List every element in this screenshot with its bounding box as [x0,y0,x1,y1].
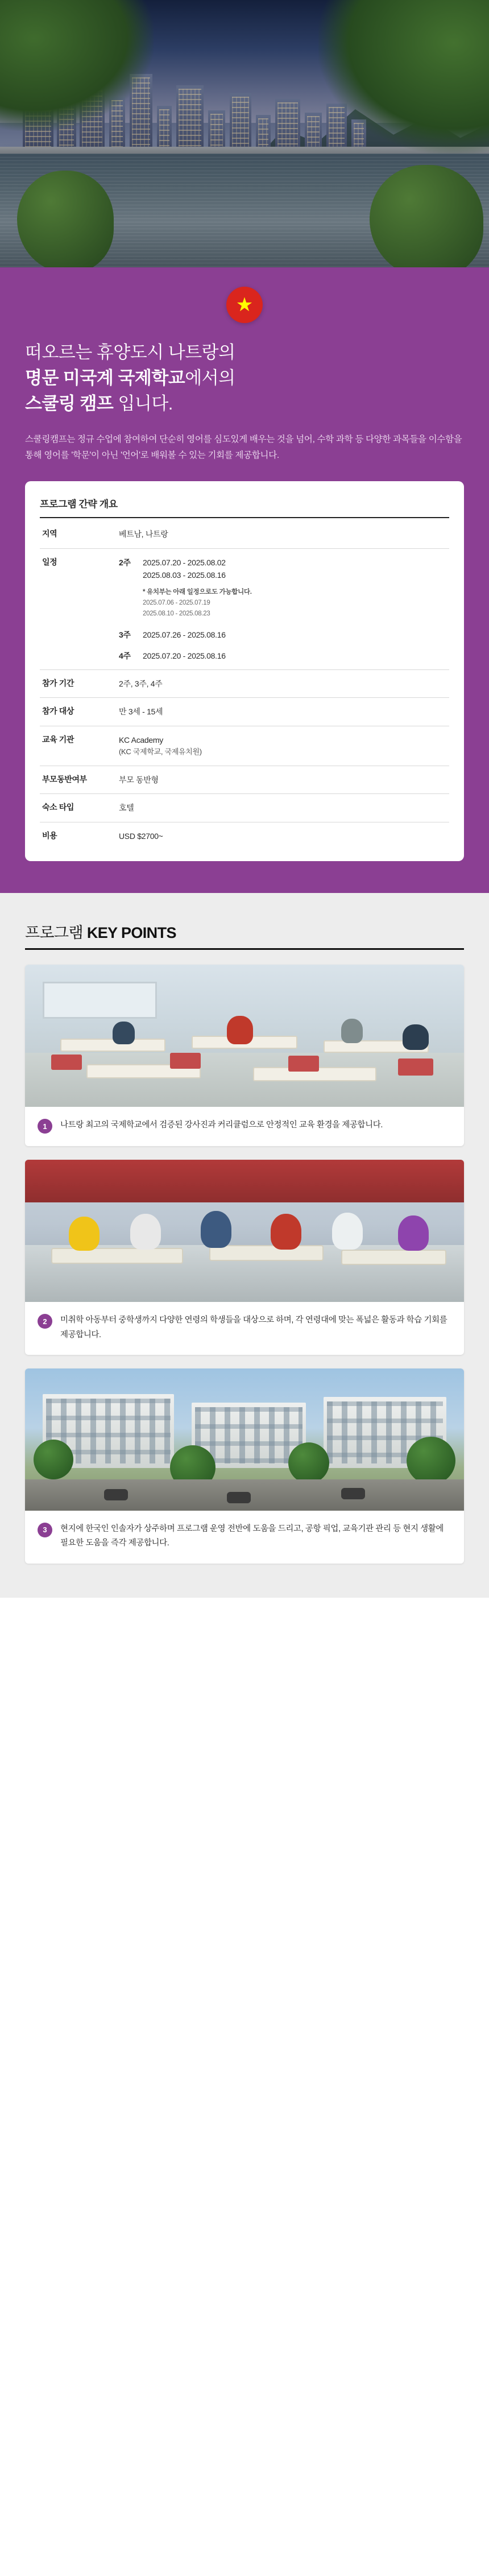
row-value-accommodation: 호텔 [117,794,449,822]
table-row [40,582,449,622]
row-label-cost: 비용 [42,830,57,840]
row-label-parent: 부모동반여부 [40,766,117,793]
table-row [40,822,449,850]
key-point-caption [25,1511,464,1564]
schedule-note [119,584,447,621]
campus-photo-3 [25,1368,464,1511]
row-label-accommodation: 숙소 타입 [40,794,117,822]
table-row [40,622,449,642]
vietnam-flag-icon [226,287,263,323]
hero-foliage-right [318,0,489,154]
key-point-card [25,1160,464,1355]
schedule-note-line: 2025.07.06 - 2025.07.19 [143,599,210,607]
row-value-parent: 부모 동반형 [117,766,449,793]
table-row [40,520,449,548]
hero-photo [0,0,489,267]
schedule-date: 2025.07.20 - 2025.08.16 [143,651,226,660]
title-line-3-bold: 스쿨링 캠프 [25,393,114,414]
card-title: 프로그램 간략 개요 [40,496,449,518]
schedule-dates [143,556,226,582]
table-row [40,670,449,698]
table-row [40,726,449,766]
row-label-institution: 교육 기관 [40,726,117,766]
program-overview-table [40,520,449,850]
title-line-1: 떠오르는 휴양도시 나트랑의 [25,342,235,362]
key-points-title-strong: KEY POINTS [86,924,176,942]
row-value-schedule [117,548,449,582]
classroom-photo-1 [25,965,464,1107]
key-point-caption [25,1107,464,1146]
key-points-section [0,893,489,1598]
key-point-number: 2 [38,1314,52,1329]
title-line-3-rest: 입니다. [113,393,173,414]
title-divider [25,948,464,950]
schedule-entry [119,644,447,662]
row-value-region: 베트남, 나트랑 [117,520,449,548]
hero-tree [17,171,114,267]
table-row [40,643,449,670]
program-overview-card [25,481,464,861]
row-label-spacer [40,582,117,622]
page-title [25,340,464,417]
row-label-spacer [40,643,117,670]
schedule-date: 2025.07.20 - 2025.08.02 [143,557,226,567]
key-point-number: 1 [38,1119,52,1134]
key-points-title-plain: 프로그램 [25,924,87,942]
table-row [40,766,449,793]
key-point-card [25,965,464,1146]
schedule-note-line: 2025.08.10 - 2025.08.23 [143,610,210,618]
schedule-weeks: 3주 [119,630,131,640]
schedule-dates [143,650,226,662]
table-row [40,548,449,582]
classroom-photo-2 [25,1160,464,1302]
key-point-text: 나트랑 최고의 국제학교에서 검증된 강사진과 커리큘럼으로 안정적인 교육 환경을 제공합니다. [60,1120,383,1130]
star-icon: ★ [235,294,254,316]
row-label-age: 참가 대상 [40,698,117,726]
institution-name: KC Academy [119,735,163,745]
schedule-entry [119,556,447,582]
schedule-weeks: 4주 [119,651,131,660]
row-value-cost: USD $2700~ [119,831,163,841]
key-point-text: 미취학 아동부터 중학생까지 다양한 연령의 학생들을 대상으로 하며, 각 연령대에 맞는 폭넓은 활동과 학습 기회를 제공합니다. [60,1316,447,1339]
key-point-caption [25,1302,464,1355]
schedule-weeks: 2주 [119,557,131,567]
intro-section [0,267,489,893]
table-row [40,698,449,726]
key-point-card [25,1368,464,1564]
row-label-region: 지역 [40,520,117,548]
key-points-title [25,920,464,942]
schedule-dates [143,629,226,641]
key-point-number: 3 [38,1523,52,1537]
schedule-date: 2025.08.03 - 2025.08.16 [143,570,226,580]
title-line-2-bold: 명문 미국계 국제학교 [25,367,185,388]
title-line-2-rest: 에서의 [185,367,235,388]
institution-sub: (KC 국제학교, 국제유치원) [119,747,202,756]
schedule-note-cell [117,582,449,622]
row-label-spacer [40,622,117,642]
schedule-entry [119,623,447,641]
schedule-date: 2025.07.26 - 2025.08.16 [143,630,226,640]
schedule-note-head: * 유치부는 아래 일정으로도 가능합니다. [143,589,252,596]
key-point-text: 현지에 한국인 인솔자가 상주하며 프로그램 운영 전반에 도움을 드리고, 공항 픽업, 교육기관 관리 등 현지 생활에 필요한 도움을 즉각 제공합니다. [60,1524,444,1548]
table-row [40,794,449,822]
intro-description: 스쿨링캠프는 정규 수업에 참여하여 단순히 영어를 심도있게 배우는 것을 넘어, 수학 과학 등 다양한 과목들을 이수함을 통해 영어를 '학문'이 아닌 '언어'로 배워볼 수 있는 기회를 제공합니다. [25,434,462,461]
hero-tree [370,165,483,267]
row-value-institution [117,726,449,766]
row-value-duration: 2주, 3주, 4주 [117,670,449,698]
schedule-3w-cell [117,622,449,642]
row-label-duration: 참가 기간 [40,670,117,698]
row-value-age: 만 3세 - 15세 [117,698,449,726]
schedule-4w-cell [117,643,449,670]
hero-foliage-left [0,0,154,131]
row-label-schedule: 일정 [42,557,57,567]
